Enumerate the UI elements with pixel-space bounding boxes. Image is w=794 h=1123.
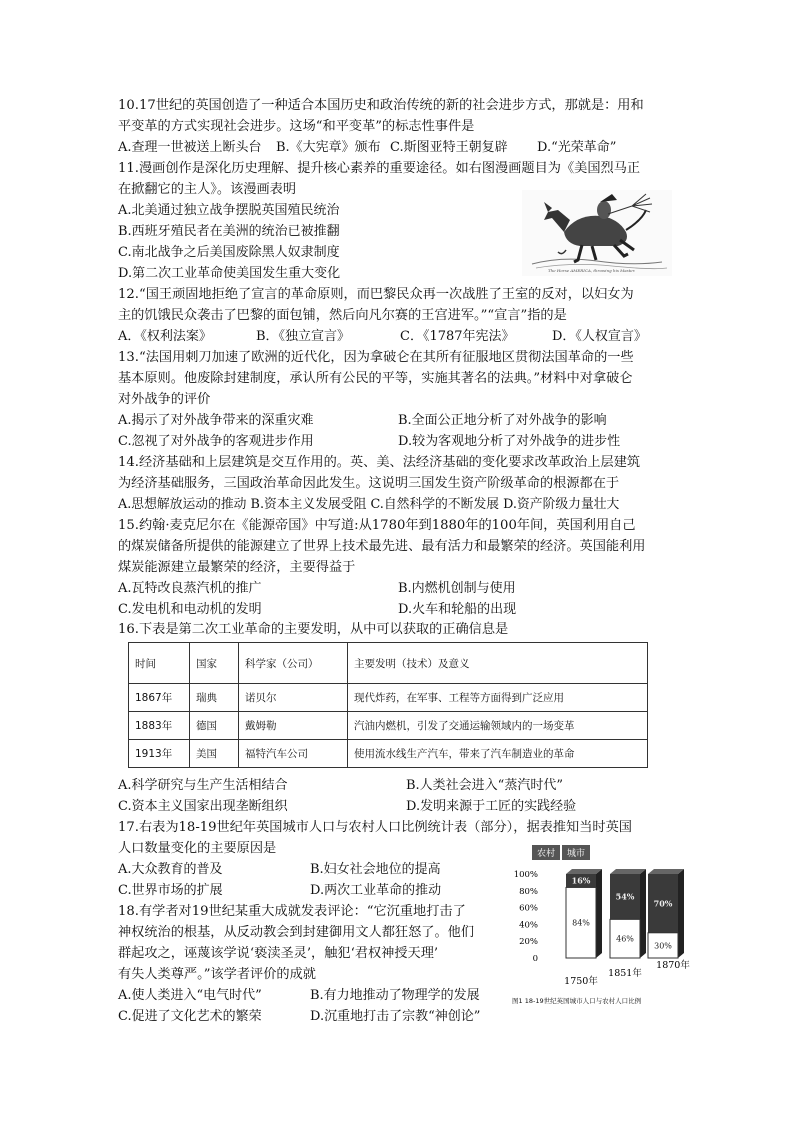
q18-option-b: B.有力地推动了物理学的发展 [310, 988, 480, 1003]
q16-option-b: B.人类社会进入“蒸汽时代” [406, 778, 563, 793]
q11-stem-line2: 在掀翻它的主人》。该漫画表明 [118, 182, 297, 197]
table-row [129, 684, 648, 712]
bar-side [640, 869, 646, 958]
rural-value-label: 46% [616, 934, 634, 944]
bar-top [648, 869, 684, 874]
q16-option-a: A.科学研究与生产生活相结合 [118, 778, 288, 793]
legend [532, 845, 590, 860]
q12-stem-line2: 主的饥饿民众袭击了巴黎的面包铺，然后向凡尔赛的王宫进军。”“宣言”指的是 [118, 308, 567, 323]
bar-side [596, 869, 602, 958]
y-tick-label: 60% [519, 903, 538, 914]
q10-stem-line1: 10.17世纪的英国创造了一种适合本国历史和政治传统的新的社会进步方式，那就是：用和 [118, 98, 644, 113]
q16-option-d: D.发明来源于工匠的实践经验 [406, 799, 577, 814]
q12-option-c: C．《1787年宪法》 [400, 329, 515, 344]
q17-stem-line2: 人口数量变化的主要原因是 [118, 841, 277, 856]
q16-option-c: C.资本主义国家出现垄断组织 [118, 799, 288, 814]
q14-options: A.思想解放运动的推动 B.资本主义发展受阻 C.自然科学的不断发展 D.资产阶级力量壮大 [118, 497, 620, 512]
q18-stem-line1: 18.有学者对19世纪某重大成就发表评论：“它沉重地打击了 [118, 904, 466, 919]
cell-time: 1913年 [129, 740, 190, 768]
population-ratio-chart [510, 844, 690, 1014]
cell-invention: 汽油内燃机，引发了交通运输领域内的一场变革 [348, 712, 648, 740]
q18-option-a: A.使人类进入“电气时代” [118, 988, 262, 1003]
table-row [129, 740, 648, 768]
x-category-label: 1750年 [564, 976, 598, 987]
q16-stem: 16.下表是第二次工业革命的主要发明，从中可以获取的正确信息是 [118, 622, 509, 637]
q15-option-d: D.火车和轮船的出现 [398, 602, 517, 617]
cell-scientist: 诺贝尔 [239, 684, 348, 712]
bar-top [610, 869, 646, 874]
q13-stem-line2: 基本原则。他废除封建制度，承认所有公民的平等，实施其著名的法典。”材料中对拿破仑 [118, 371, 633, 386]
cell-country: 德国 [190, 712, 239, 740]
q11-stem-line1: 11.漫画创作是深化历史理解、提升核心素养的重要途径。如右图漫画题目为《美国烈马正 [118, 161, 641, 176]
legend-rural-label: 农村 [536, 849, 556, 859]
urban-value-label: 16% [571, 875, 591, 886]
bar-top [566, 869, 602, 874]
q18-stem-line4: 有失人类尊严。”该学者评价的成就 [118, 967, 316, 982]
cartoon-caption: The Horse AMERICA, throwing his Master. [548, 268, 636, 273]
q10-option-d: D.“光荣革命” [537, 140, 617, 155]
chart-caption: 图1 18-19世纪英国城市人口与农村人口比例 [512, 997, 642, 1005]
q11-option-b: B.西班牙殖民者在美洲的统治已被推翻 [118, 224, 340, 239]
cell-country: 瑞典 [190, 684, 239, 712]
cell-scientist: 戴姆勒 [239, 712, 348, 740]
q17-stem-line1: 17.右表为18-19世纪年英国城市人口与农村人口比例统计表（部分），据表推知当时英国 [118, 820, 632, 835]
q13-option-a: A.揭示了对外战争带来的深重灾难 [118, 413, 314, 428]
table-header-row [129, 643, 648, 684]
y-tick-label: 40% [519, 920, 538, 931]
q11-option-a: A.北美通过独立战争摆脱英国殖民统治 [118, 203, 340, 218]
q18-stem-line2: 神权统治的根基，从反动教会到封建御用文人都狂怒了。他们 [118, 925, 475, 940]
q13-option-c: C.忽视了对外战争的客观进步作用 [118, 434, 314, 449]
y-tick-label: 80% [519, 886, 538, 897]
urban-value-label: 70% [653, 898, 673, 909]
q17-option-c: C.世界市场的扩展 [118, 883, 223, 898]
q10-option-a: A.查理一世被送上断头台 [118, 140, 262, 155]
cell-scientist: 福特汽车公司 [239, 740, 348, 768]
table-row [129, 712, 648, 740]
x-category-label: 1851年 [608, 968, 642, 979]
bar-side [678, 869, 684, 958]
y-tick-label: 20% [519, 937, 538, 948]
rural-value-label: 84% [572, 918, 590, 928]
q17-option-b: B.妇女社会地位的提高 [310, 862, 441, 877]
q13-stem-line1: 13.“法国用刺刀加速了欧洲的近代化，因为拿破仑在其所有征服地区贯彻法国革命的一些 [118, 350, 634, 365]
y-tick-label: 100% [513, 870, 538, 880]
q12-option-a: A．《权利法案》 [118, 329, 212, 344]
col-header-invention: 主要发明（技术）及意义 [348, 643, 648, 684]
q13-option-d: D.较为客观地分析了对外战争的进步性 [398, 434, 621, 449]
cell-time: 1867年 [129, 684, 190, 712]
q13-stem-line3: 对外战争的评价 [118, 392, 211, 407]
q15-stem-line2: 的煤炭储备所提供的能源建立了世界上技术最先进、最有活力和最繁荣的经济。英国能利用 [118, 539, 646, 554]
q18-stem-line3: 群起攻之，诬蔑该学说‘亵渎圣灵’，触犯‘君权神授天理’ [118, 946, 439, 961]
cell-time: 1883年 [129, 712, 190, 740]
q11-option-d: D.第二次工业革命使美国发生重大变化 [118, 266, 341, 281]
q17-option-a: A.大众教育的普及 [118, 862, 223, 877]
q14-stem-line2: 为经济基础服务，三国政治革命因此发生。这说明三国发生资产阶级革命的根源都在于 [118, 476, 620, 491]
rural-value-label: 30% [654, 941, 672, 951]
col-header-time: 时间 [129, 643, 190, 684]
q10-option-b: B.《大宪章》颁布 [276, 140, 381, 155]
q11-option-c: C.南北战争之后美国废除黑人奴隶制度 [118, 245, 340, 260]
q15-stem-line1: 15.约翰·麦克尼尔在《能源帝国》中写道:从1780年到1880年的100年间，英国利用自己 [118, 518, 636, 533]
urban-value-label: 54% [615, 891, 635, 902]
col-header-country: 国家 [190, 643, 239, 684]
q15-option-c: C.发电机和电动机的发明 [118, 602, 262, 617]
cell-invention: 使用流水线生产汽车，带来了汽车制造业的革命 [348, 740, 648, 768]
cell-invention: 现代炸药，在军事、工程等方面得到广泛应用 [348, 684, 648, 712]
cell-country: 美国 [190, 740, 239, 768]
q12-stem-line1: 12.“国王顽固地拒绝了宣言的革命原则，而巴黎民众再一次战胜了王室的反对，以妇女为 [118, 287, 634, 302]
q12-option-d: D．《人权宣言》 [552, 329, 647, 344]
q10-stem-line2: 平变革的方式实现社会进步。这场“和平变革”的标志性事件是 [118, 119, 475, 134]
inventions-table [128, 642, 648, 768]
q12-option-b: B．《独立宣言》 [256, 329, 351, 344]
q10-option-c: C.斯图亚特王朝复辟 [390, 140, 508, 155]
q17-option-d: D.两次工业革命的推动 [310, 883, 442, 898]
x-category-label: 1870年 [656, 960, 690, 971]
q18-option-c: C.促进了文化艺术的繁荣 [118, 1009, 262, 1024]
q15-option-a: A.瓦特改良蒸汽机的推广 [118, 581, 262, 596]
y-tick-label: 0 [532, 954, 538, 964]
q13-option-b: B.全面公正地分析了对外战争的影响 [398, 413, 607, 428]
q18-option-d: D.沉重地打击了宗教“神创论” [310, 1009, 481, 1024]
col-header-scientist: 科学家（公司） [239, 643, 348, 684]
legend-urban-label: 城市 [566, 849, 586, 859]
q15-option-b: B.内燃机创制与使用 [398, 581, 516, 596]
q15-stem-line3: 煤炭能源建立最繁荣的经济，主要得益于 [118, 560, 356, 575]
q14-stem-line1: 14.经济基础和上层建筑是交互作用的。英、美、法经济基础的变化要求改革政治上层建筑 [118, 455, 641, 470]
cartoon-horse-image [522, 190, 672, 276]
